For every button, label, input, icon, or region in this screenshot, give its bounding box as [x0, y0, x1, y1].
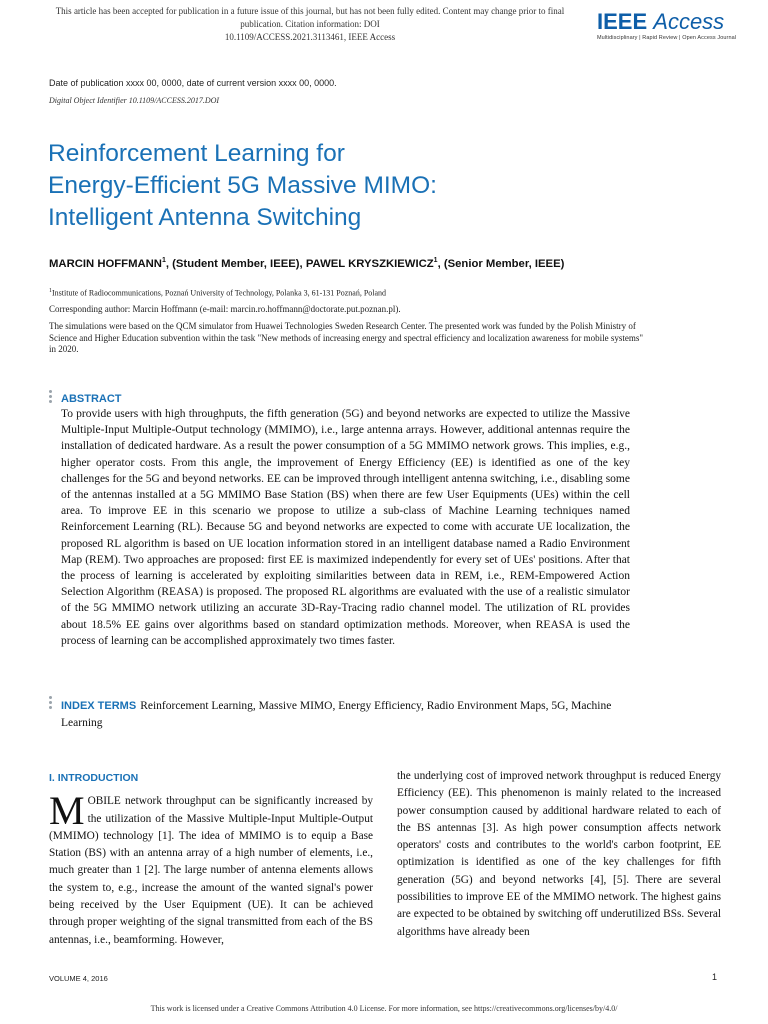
- abstract-text: To provide users with high throughputs, the fifth generation (5G) and beyond networks are expected to utilize the Massive Multiple-Input Multiple-Output technology (MMIMO), i.e., large antenna arrays. However, additional antennas require the installation of dedicated hardware. As a result the power consumption of a 5G MMIMO network grows. This implies, e.g., higher operator costs. From this angle, the improvement of Energy Efficiency (EE) is identified as one of the key challenges for the 5G and beyond networks. EE can be improved through intelligent antenna switching, i.e., disabling some of the antennas installed at a 5G MMIMO Base Station (BS) when there are few User Equipments (UEs) within the cell area. To improve EE in this scenario we propose to utilize a sub-class of Machine Learning techniques named Reinforcement Learning (RL). Because 5G and beyond networks are expected to come with accurate UE localization, the proposed RL algorithm is based on UE location information stored in an intelligent database named a Radio Environment Map (REM). Two approaches are proposed: first EE is maximized independently for every set of UEs' positions. After that the process of learning is accelerated by exploiting similarities between data in REM, i.e., REM-Empowered Action Selection Algorithm (REASA) is proposed. The proposed RL algorithms are evaluated with the use of a realistic simulator of the 5G MMIMO network utilizing an accurate 3D-Ray-Tracing radio channel model. The utilization of RL provides about 18.5% EE gains over algorithms based on standard optimization methods. Moreover, when REASA is used the process of learning can be accomplished approximately two times faster.: [61, 408, 630, 647]
- intro-right-text: the underlying cost of improved network throughput is reduced Energy Efficiency (EE). This phenomenon is mainly related to the increased power consumption caused by additional hardware related to each of the BS antennas [3]. As high power consumption affects network operators' costs and contributes to the world's carbon footprint, EE optimization is identified as one of the key challenges for fifth generation (5G) and beyond networks [4], [5]. There are several possibilities to improve EE of the MMIMO network. The highest gains are expected to be obtained by switching off underutilized BSs. Several algorithms have already been: [397, 770, 721, 938]
- author-1-affil-mark: 1: [161, 257, 166, 265]
- author-list: [49, 257, 669, 272]
- ieee-access-logo: [597, 9, 737, 41]
- index-terms-text: Reinforcement Learning, Massive MIMO, Energy Efficiency, Radio Environment Maps, 5G, Machine Learning: [61, 700, 612, 729]
- funding-note: The simulations were based on the QCM simulator from Huawei Technologies Sweden Research Center. The presented work was funded by the Polish Ministry of Science and Higher Education subvention within the task "New methods of increasing energy and spectral efficiency and localization awareness for mobile systems" in 2020.: [49, 321, 644, 354]
- index-terms: [61, 698, 630, 732]
- logo-ieee: IEEE: [597, 9, 648, 34]
- intro-left-column: [49, 770, 373, 949]
- affiliation: [49, 288, 386, 298]
- doi-line: Digital Object Identifier 10.1109/ACCESS.2017.DOI: [49, 96, 220, 105]
- intro-right-column: [397, 768, 721, 941]
- paper-title: [48, 138, 688, 234]
- logo-tagline: Multidisciplinary | Rapid Review | Open Access Journal: [597, 35, 737, 41]
- acceptance-notice-line2: 10.1109/ACCESS.2021.3113461, IEEE Access: [224, 32, 396, 42]
- intro-left-text: OBILE network throughput can be significantly increased by the utilization of the Massive Multiple-Input Multiple-Output (MMIMO) technology [1]. The idea of MMIMO is to equip a Base Station (BS) with an antenna array of a high number of elements, i.e., much greater than 1 [2]. The large number of antenna elements allows the system to, e.g., increase the amount of the wanted signal's power being received by the User Equipment (UE). It can be achieved through proper weighting of the signal transmitted from each of the BS antennas, i.e., beamforming. However,: [49, 795, 373, 946]
- publication-date: Date of publication xxxx 00, 0000, date of current version xxxx 00, 0000.: [49, 78, 337, 88]
- volume-label: VOLUME 4, 2016: [49, 974, 108, 983]
- title-line-1: Reinforcement Learning for: [48, 140, 345, 167]
- author-1-role: , (Student Member, IEEE), PAWEL KRYSZKIEWICZ: [165, 258, 434, 270]
- acceptance-notice-line1: This article has been accepted for publication in a future issue of this journal, but has not been fully edited. Content may change prior to final publication. Citation information: DOI: [55, 6, 565, 29]
- section-heading-introduction: I. INTRODUCTION: [49, 772, 139, 784]
- drop-cap: M: [49, 788, 85, 834]
- title-line-3: Intelligent Antenna Switching: [48, 204, 362, 231]
- page-number: 1: [712, 972, 718, 982]
- abstract-dots-icon: [49, 390, 53, 405]
- index-terms-dots-icon: [49, 696, 53, 711]
- license-notice: This work is licensed under a Creative Commons Attribution 4.0 License. For more information, see https://creativecommons.org/licenses/by/4.0/: [150, 1004, 618, 1013]
- acceptance-notice: [40, 5, 580, 44]
- author-2-affil-mark: 1: [433, 257, 438, 265]
- abstract-heading: ABSTRACT: [61, 393, 122, 405]
- index-terms-heading: INDEX TERMS: [61, 700, 137, 712]
- title-line-2: Energy-Efficient 5G Massive MIMO:: [48, 172, 437, 199]
- logo-access: Access: [653, 9, 725, 34]
- corresponding-author: Corresponding author: Marcin Hoffmann (e-mail: marcin.ro.hoffmann@doctorate.put.poznan.pl).: [49, 304, 401, 314]
- author-1-name: MARCIN HOFFMANN: [49, 258, 162, 270]
- author-2-role: , (Senior Member, IEEE): [437, 258, 565, 270]
- affiliation-mark: 1: [49, 288, 52, 294]
- affiliation-text: Institute of Radiocommunications, Poznań University of Technology, Polanka 3, 61-131 Poznań, Poland: [52, 288, 387, 298]
